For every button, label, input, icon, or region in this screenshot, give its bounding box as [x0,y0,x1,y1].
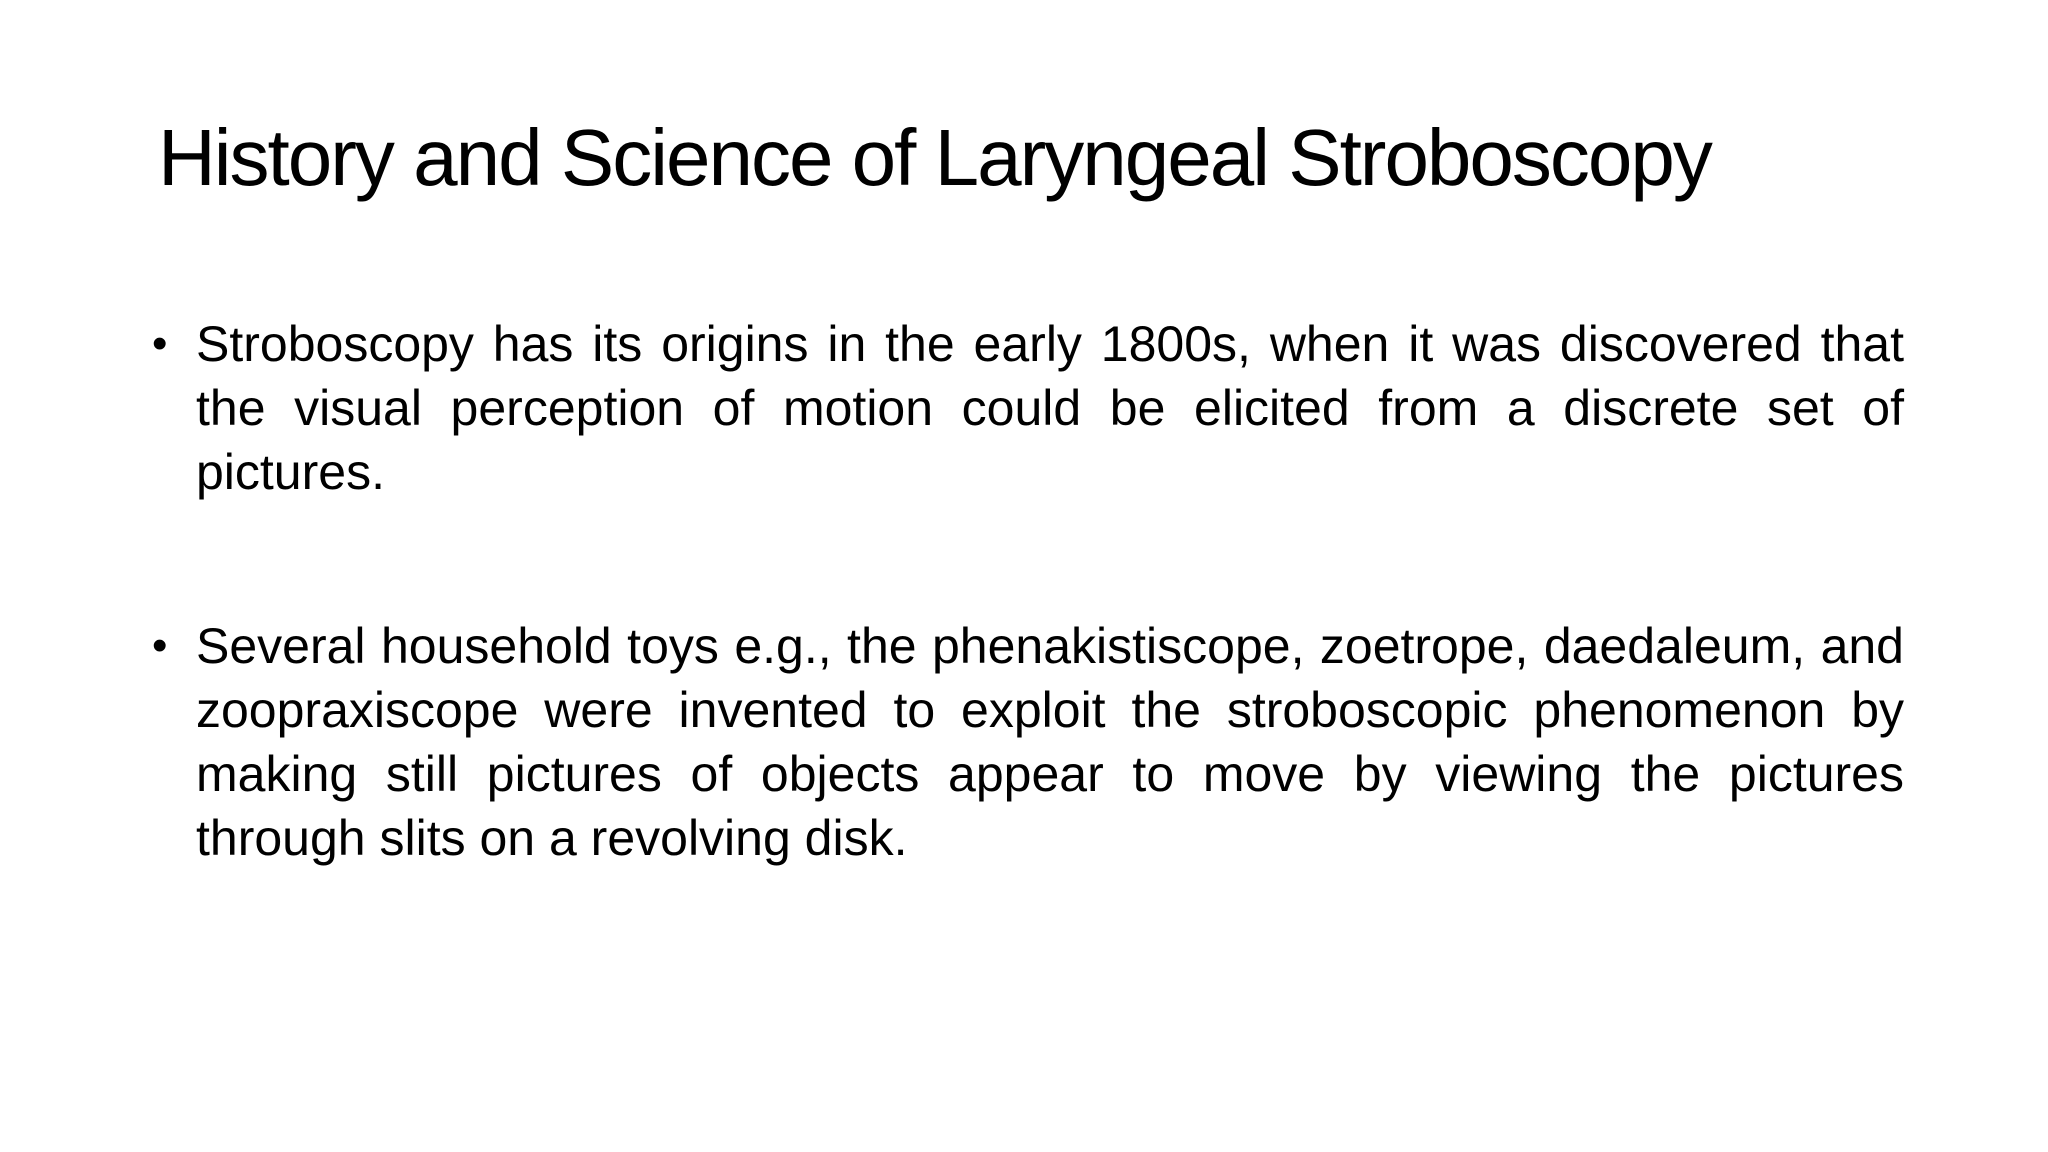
bullet-item [152,614,1904,870]
bullet-dot-icon: • [152,319,168,368]
bullet-dot-icon: • [152,621,168,670]
bullet-text: Several household toys e.g., the phenakistiscope, zoetrope, daedaleum, and zoopraxiscope were invented to exploit the stroboscopic phenomenon by making still pictures of objects appear to move by viewing the pictures through slits on a revolving disk. [196,618,1904,866]
bullet-text: Stroboscopy has its origins in the early 1800s, when it was discovered that the visual perception of motion could be elicited from a discrete set of pictures. [196,316,1904,500]
bullet-item [152,312,1904,504]
bullet-list [152,312,1904,870]
slide-title: History and Science of Laryngeal Stroboscopy [158,113,1711,202]
